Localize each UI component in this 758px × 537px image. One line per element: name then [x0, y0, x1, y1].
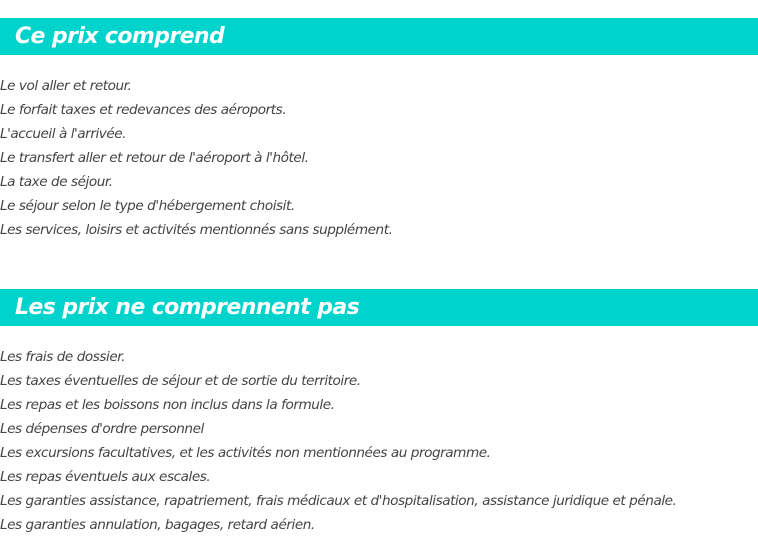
list-item: Les repas éventuels aux escales.	[0, 468, 211, 485]
list-item: Les taxes éventuelles de séjour et de sortie du territoire.	[0, 372, 361, 389]
price-includes-list	[0, 74, 758, 242]
price-includes-heading: Ce prix comprend	[0, 18, 758, 55]
list-item: Les repas et les boissons non inclus dans la formule.	[0, 396, 335, 413]
list-item: Les excursions facultatives, et les activités non mentionnées au programme.	[0, 444, 491, 461]
list-item: Le transfert aller et retour de l'aéroport à l'hôtel.	[0, 149, 309, 166]
price-includes-section	[0, 0, 758, 242]
price-excludes-section	[0, 271, 758, 537]
price-excludes-heading: Les prix ne comprennent pas	[0, 289, 758, 326]
list-item: Les services, loisirs et activités mentionnés sans supplément.	[0, 221, 393, 238]
list-item: L'accueil à l'arrivée.	[0, 125, 127, 142]
list-item: Les dépenses d'ordre personnel	[0, 420, 204, 437]
list-item: Le forfait taxes et redevances des aéroports.	[0, 101, 287, 118]
price-excludes-list	[0, 345, 758, 537]
list-item: Le séjour selon le type d'hébergement choisit.	[0, 197, 295, 214]
list-item: Le vol aller et retour.	[0, 77, 132, 94]
list-item: La taxe de séjour.	[0, 173, 113, 190]
list-item: Les garanties assistance, rapatriement, frais médicaux et d'hospitalisation, assistance juridique et pénale.	[0, 492, 677, 509]
list-item: Les garanties annulation, bagages, retard aérien.	[0, 516, 315, 533]
list-item: Les frais de dossier.	[0, 348, 126, 365]
